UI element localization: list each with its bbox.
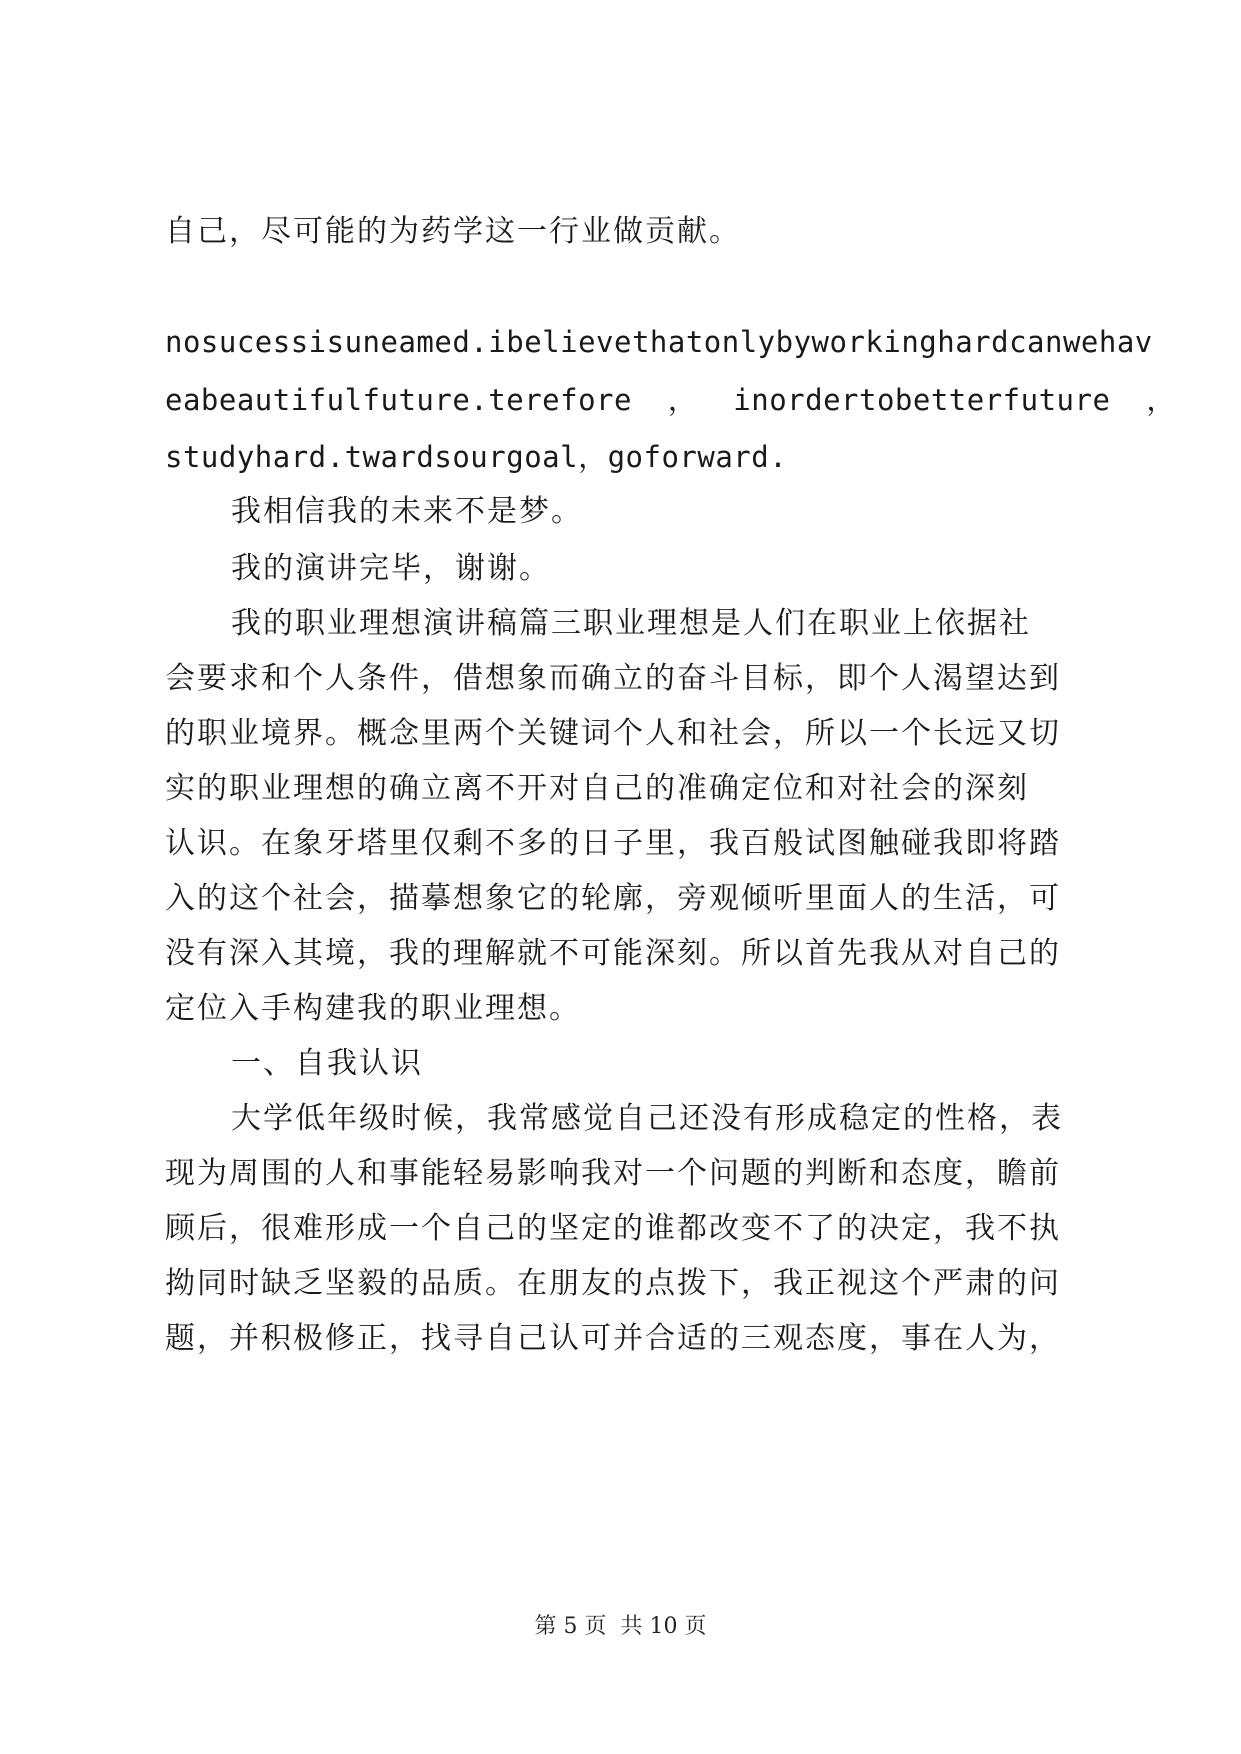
paragraph-line: 没有深入其境，我的理解就不可能深刻。所以首先我从对自己的 [165, 936, 1061, 971]
paragraph-line: 定位入手构建我的职业理想。 [165, 991, 581, 1026]
paragraph-line: 我相信我的未来不是梦。 [231, 494, 583, 529]
paragraph-line: 题，并积极修正，找寻自己认可并合适的三观态度，事在人为， [165, 1321, 1061, 1356]
paragraph-line: 现为周围的人和事能轻易影响我对一个问题的判断和态度，瞻前 [165, 1156, 1061, 1191]
english-line: nosucessisuneamed.ibelievethatonlybyworkinghardcanwehav [165, 325, 1153, 359]
paragraph-line: 我的演讲完毕，谢谢。 [231, 551, 551, 586]
paragraph-line: 会要求和个人条件，借想象而确立的奋斗目标，即个人渴望达到 [165, 661, 1061, 696]
page-indicator: 第 5 页 共 10 页 [534, 1614, 707, 1639]
english-line: studyhard.twardsourgoal，goforward. [165, 440, 788, 474]
paragraph-line: 拗同时缺乏坚毅的品质。在朋友的点拨下，我正视这个严肃的问 [165, 1266, 1061, 1301]
paragraph-line: 的职业境界。概念里两个关键词个人和社会，所以一个长远又切 [165, 716, 1061, 751]
paragraph-line: 实的职业理想的确立离不开对自己的准确定位和对社会的深刻 [165, 771, 1029, 806]
paragraph-line: 认识。在象牙塔里仅剩不多的日子里，我百般试图触碰我即将踏 [165, 826, 1061, 861]
section-heading: 一、自我认识 [231, 1046, 423, 1081]
paragraph-line: 顾后，很难形成一个自己的坚定的谁都改变不了的决定，我不执 [165, 1211, 1061, 1246]
paragraph-line: 自己，尽可能的为药学这一行业做贡献。 [165, 214, 741, 249]
paragraph-line: 我的职业理想演讲稿篇三职业理想是人们在职业上依据社 [231, 606, 1031, 641]
paragraph-line: 大学低年级时候，我常感觉自己还没有形成稳定的性格，表 [231, 1101, 1063, 1136]
paragraph-line: 入的这个社会，描摹想象它的轮廓，旁观倾听里面人的生活，可 [165, 881, 1061, 916]
page-footer [0, 1612, 1241, 1642]
english-line: eabeautifulfuture.terefore ， inordertobetterfuture ， [165, 383, 1176, 417]
